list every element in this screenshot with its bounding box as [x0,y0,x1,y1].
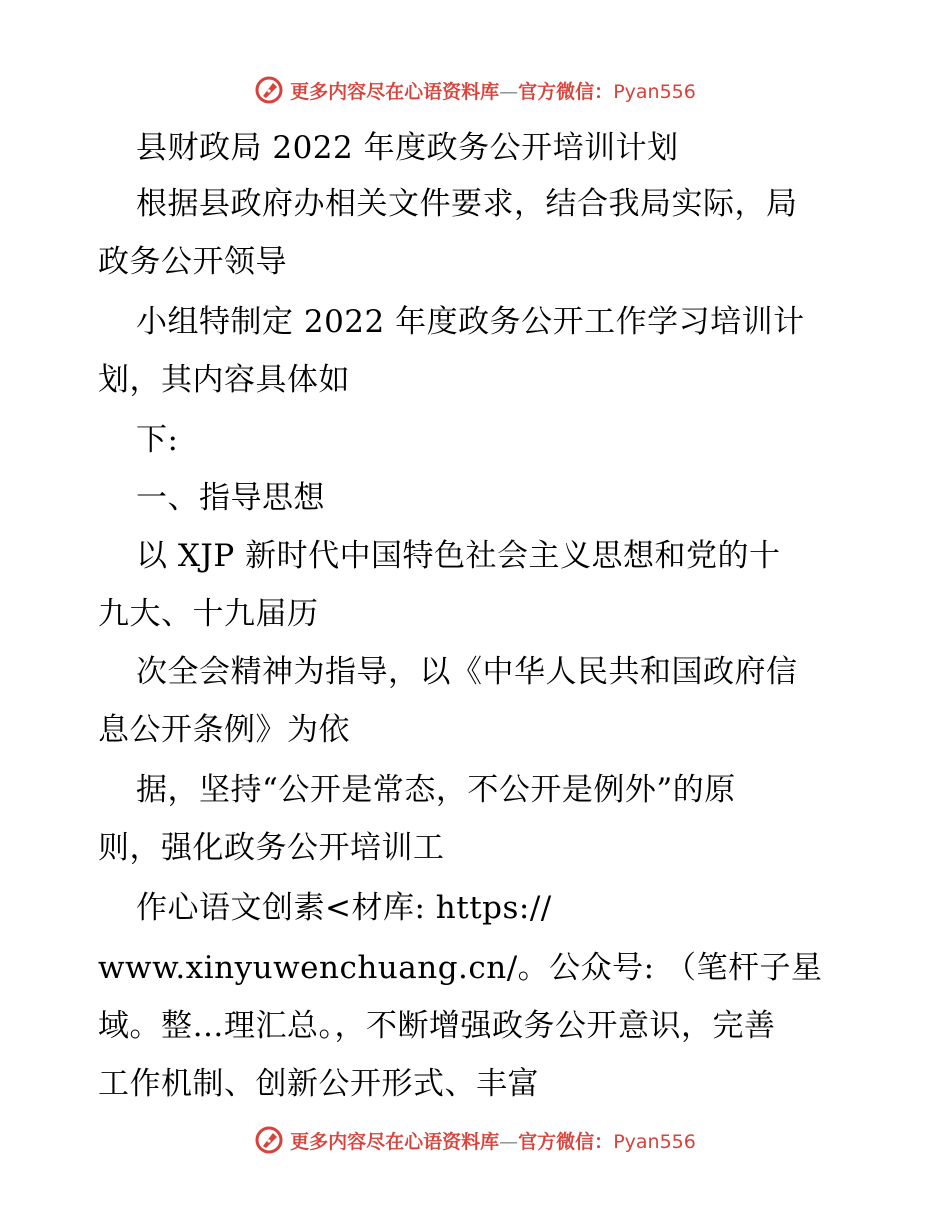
paragraph-line: 以 XJP 新时代中国特色社会主义思想和党的十 [136,538,781,574]
paragraph-line: 则，强化政务公开培训工 [98,830,445,866]
paragraph-line: 九大、十九届历 [98,596,319,632]
header-watermark [0,70,950,110]
paragraph-line: 域。整…理汇总。，不断增强政务公开意识，完善 [98,1008,776,1044]
watermark-main-text: 更多内容尽在心语资料库 [290,80,500,103]
footer-watermark [0,1120,950,1160]
section-heading: 一、指导思想 [136,480,325,516]
paragraph-line: 工作机制、创新公开形式、丰富 [98,1066,539,1102]
pen-nib-circle-icon [254,1125,284,1155]
pen-nib-circle-icon [254,75,284,105]
paragraph-line: 据，坚持“公开是常态，不公开是例外”的原 [136,772,736,808]
paragraph-line: 根据县政府办相关文件要求，结合我局实际，局 [136,186,798,222]
watermark-label [290,1127,696,1154]
paragraph-line: 下: [136,422,179,458]
paragraph-line: 作心语文创素<材库: https:// [136,890,552,926]
watermark-wechat-id: Pyan556 [613,80,696,103]
document-title: 县财政局 2022 年度政务公开培训计划 [136,130,679,166]
paragraph-line: 息公开条例》为依 [98,712,350,748]
paragraph-line: 小组特制定 2022 年度政务公开工作学习培训计 [136,304,805,340]
watermark-label [290,77,696,104]
watermark-dash: — [499,1130,519,1153]
watermark-wechat-label: 官方微信： [518,80,614,103]
paragraph-line: 政务公开领导 [98,244,287,280]
watermark-wechat-label: 官方微信： [518,1130,614,1153]
watermark-dash: — [499,80,519,103]
paragraph-line: 划，其内容具体如 [98,362,350,398]
paragraph-line: 次全会精神为指导，以《中华人民共和国政府信 [136,654,798,690]
paragraph-line: www.xinyuwenchuang.cn/。公众号: （笔杆子星 [98,950,823,986]
watermark-main-text: 更多内容尽在心语资料库 [290,1130,500,1153]
watermark-wechat-id: Pyan556 [613,1130,696,1153]
